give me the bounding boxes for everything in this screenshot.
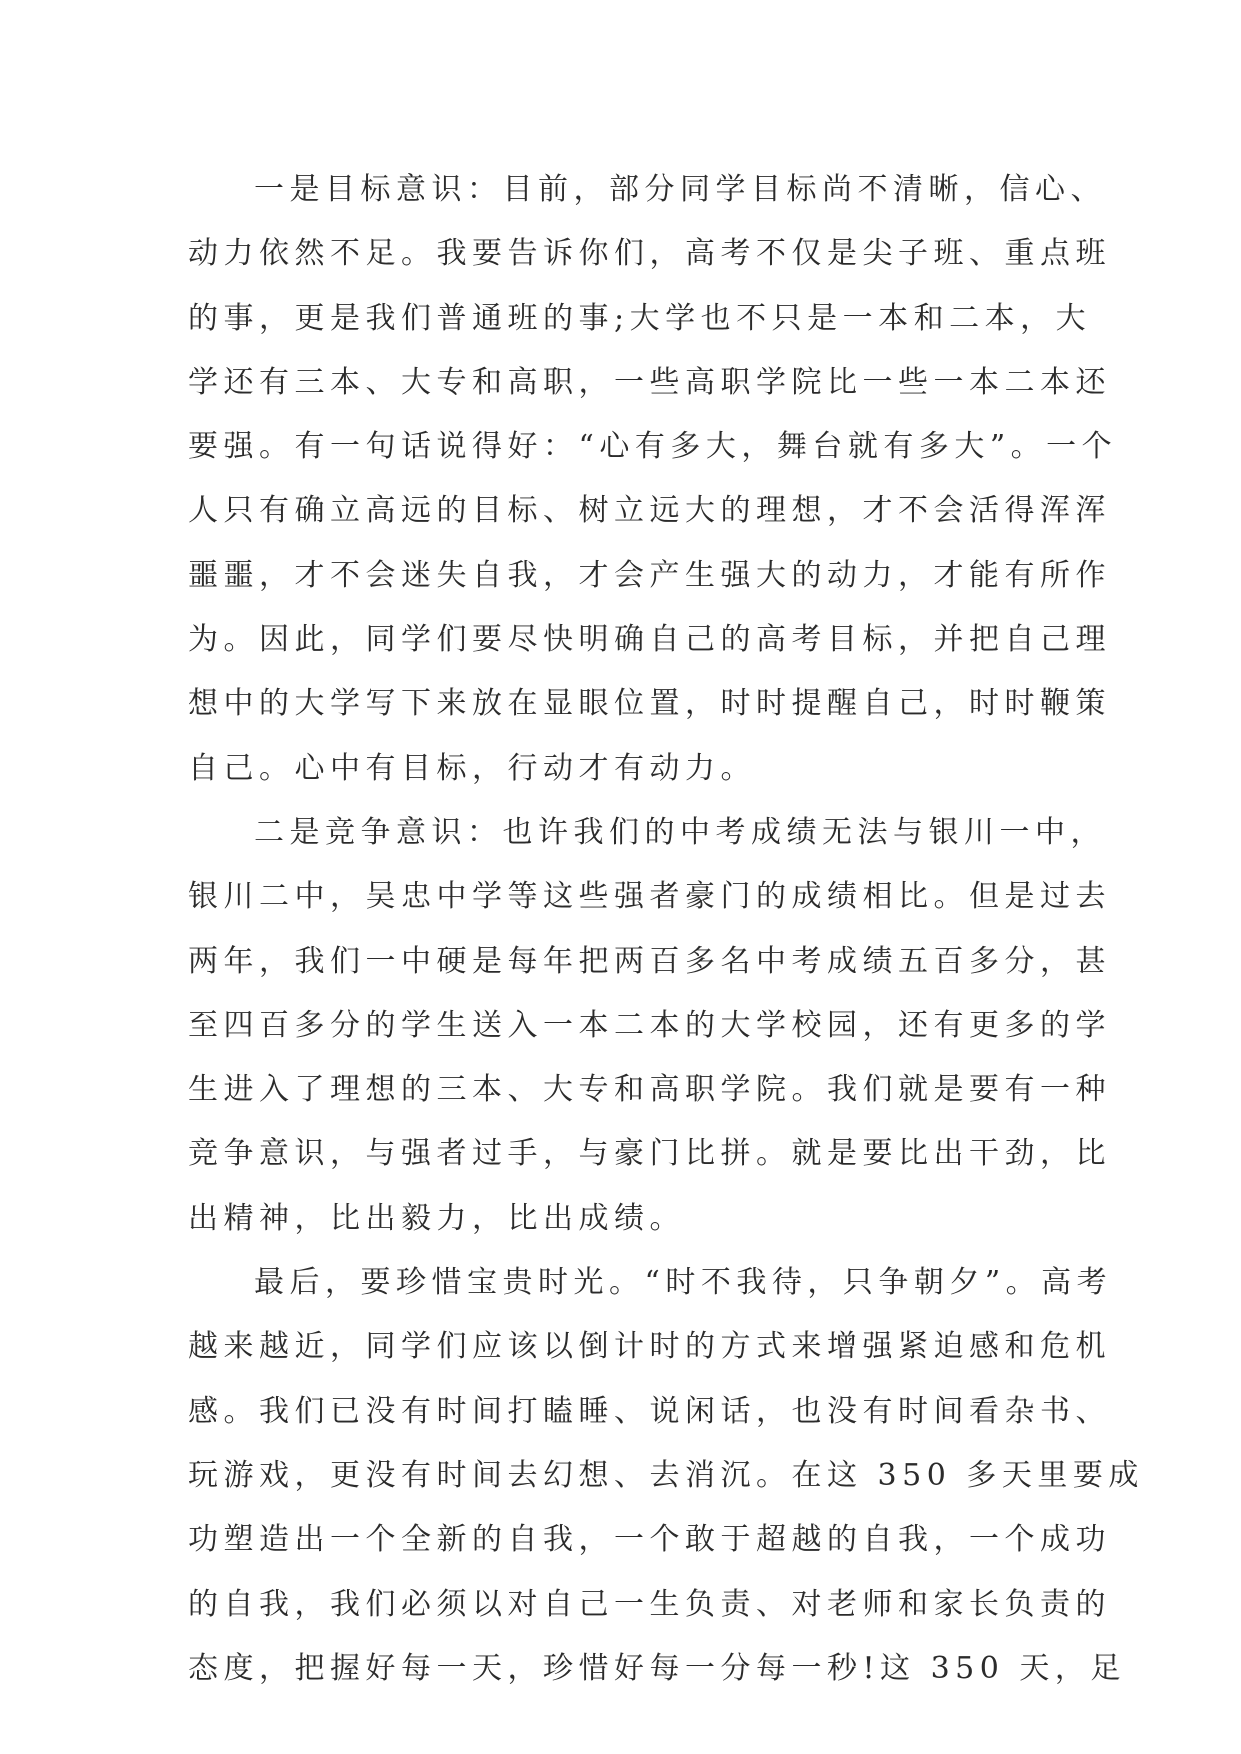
paragraph-time-line-1: 最后，要珍惜宝贵时光。“时不我待，只争朝夕”。高考 xyxy=(254,1265,1113,1301)
paragraph-time-line-2: 越来越近，同学们应该以倒计时的方式来增强紧迫感和危机 xyxy=(188,1329,1111,1365)
paragraph-competition-line-4: 至四百多分的学生送入一本二本的大学校园，还有更多的学 xyxy=(188,1007,1111,1043)
paragraph-goal-line-10: 自己。心中有目标，行动才有动力。 xyxy=(188,750,756,786)
paragraph-goal-line-9: 想中的大学写下来放在显眼位置，时时提醒自己，时时鞭策 xyxy=(188,686,1111,722)
paragraph-time-line-3: 感。我们已没有时间打瞌睡、说闲话，也没有时间看杂书、 xyxy=(188,1393,1111,1429)
document-body xyxy=(188,158,1144,1701)
paragraph-competition-line-7: 出精神，比出毅力，比出成绩。 xyxy=(188,1200,685,1236)
paragraph-goal-line-7: 噩噩，才不会迷失自我，才会产生强大的动力，才能有所作 xyxy=(188,557,1111,593)
paragraph-goal-line-5: 要强。有一句话说得好：“心有多大，舞台就有多大”。一个 xyxy=(188,429,1118,465)
paragraph-time-line-5: 功塑造出一个全新的自我，一个敢于超越的自我，一个成功 xyxy=(188,1522,1111,1558)
paragraph-competition-line-2: 银川二中，吴忠中学等这些强者豪门的成绩相比。但是过去 xyxy=(188,879,1111,915)
paragraph-competition-line-3: 两年，我们一中硬是每年把两百多名中考成绩五百多分，甚 xyxy=(188,943,1111,979)
paragraph-competition-line-6: 竞争意识，与强者过手，与豪门比拼。就是要比出干劲，比 xyxy=(188,1136,1111,1172)
paragraph-goal-line-4: 学还有三本、大专和高职，一些高职学院比一些一本二本还 xyxy=(188,364,1111,400)
paragraph-goal-line-8: 为。因此，同学们要尽快明确自己的高考目标，并把自己理 xyxy=(188,622,1111,658)
paragraph-competition-line-5: 生进入了理想的三本、大专和高职学院。我们就是要有一种 xyxy=(188,1072,1111,1108)
paragraph-time-line-6: 的自我，我们必须以对自己一生负责、对老师和家长负责的 xyxy=(188,1586,1111,1622)
paragraph-goal-line-6: 人只有确立高远的目标、树立远大的理想，才不会活得浑浑 xyxy=(188,493,1111,529)
paragraph-time-line-4: 玩游戏，更没有时间去幻想、去消沉。在这 350 多天里要成 xyxy=(188,1457,1144,1493)
paragraph-goal-line-2: 动力依然不足。我要告诉你们，高考不仅是尖子班、重点班 xyxy=(188,236,1111,272)
paragraph-goal-line-1: 一是目标意识：目前，部分同学目标尚不清晰，信心、 xyxy=(254,172,1106,207)
paragraph-competition-line-1: 二是竞争意识：也许我们的中考成绩无法与银川一中， xyxy=(254,814,1106,850)
paragraph-goal-line-3: 的事，更是我们普通班的事;大学也不只是一本和二本，大 xyxy=(188,300,1092,336)
paragraph-time-line-7: 态度，把握好每一天，珍惜好每一分每一秒!这 350 天，足 xyxy=(188,1650,1126,1686)
